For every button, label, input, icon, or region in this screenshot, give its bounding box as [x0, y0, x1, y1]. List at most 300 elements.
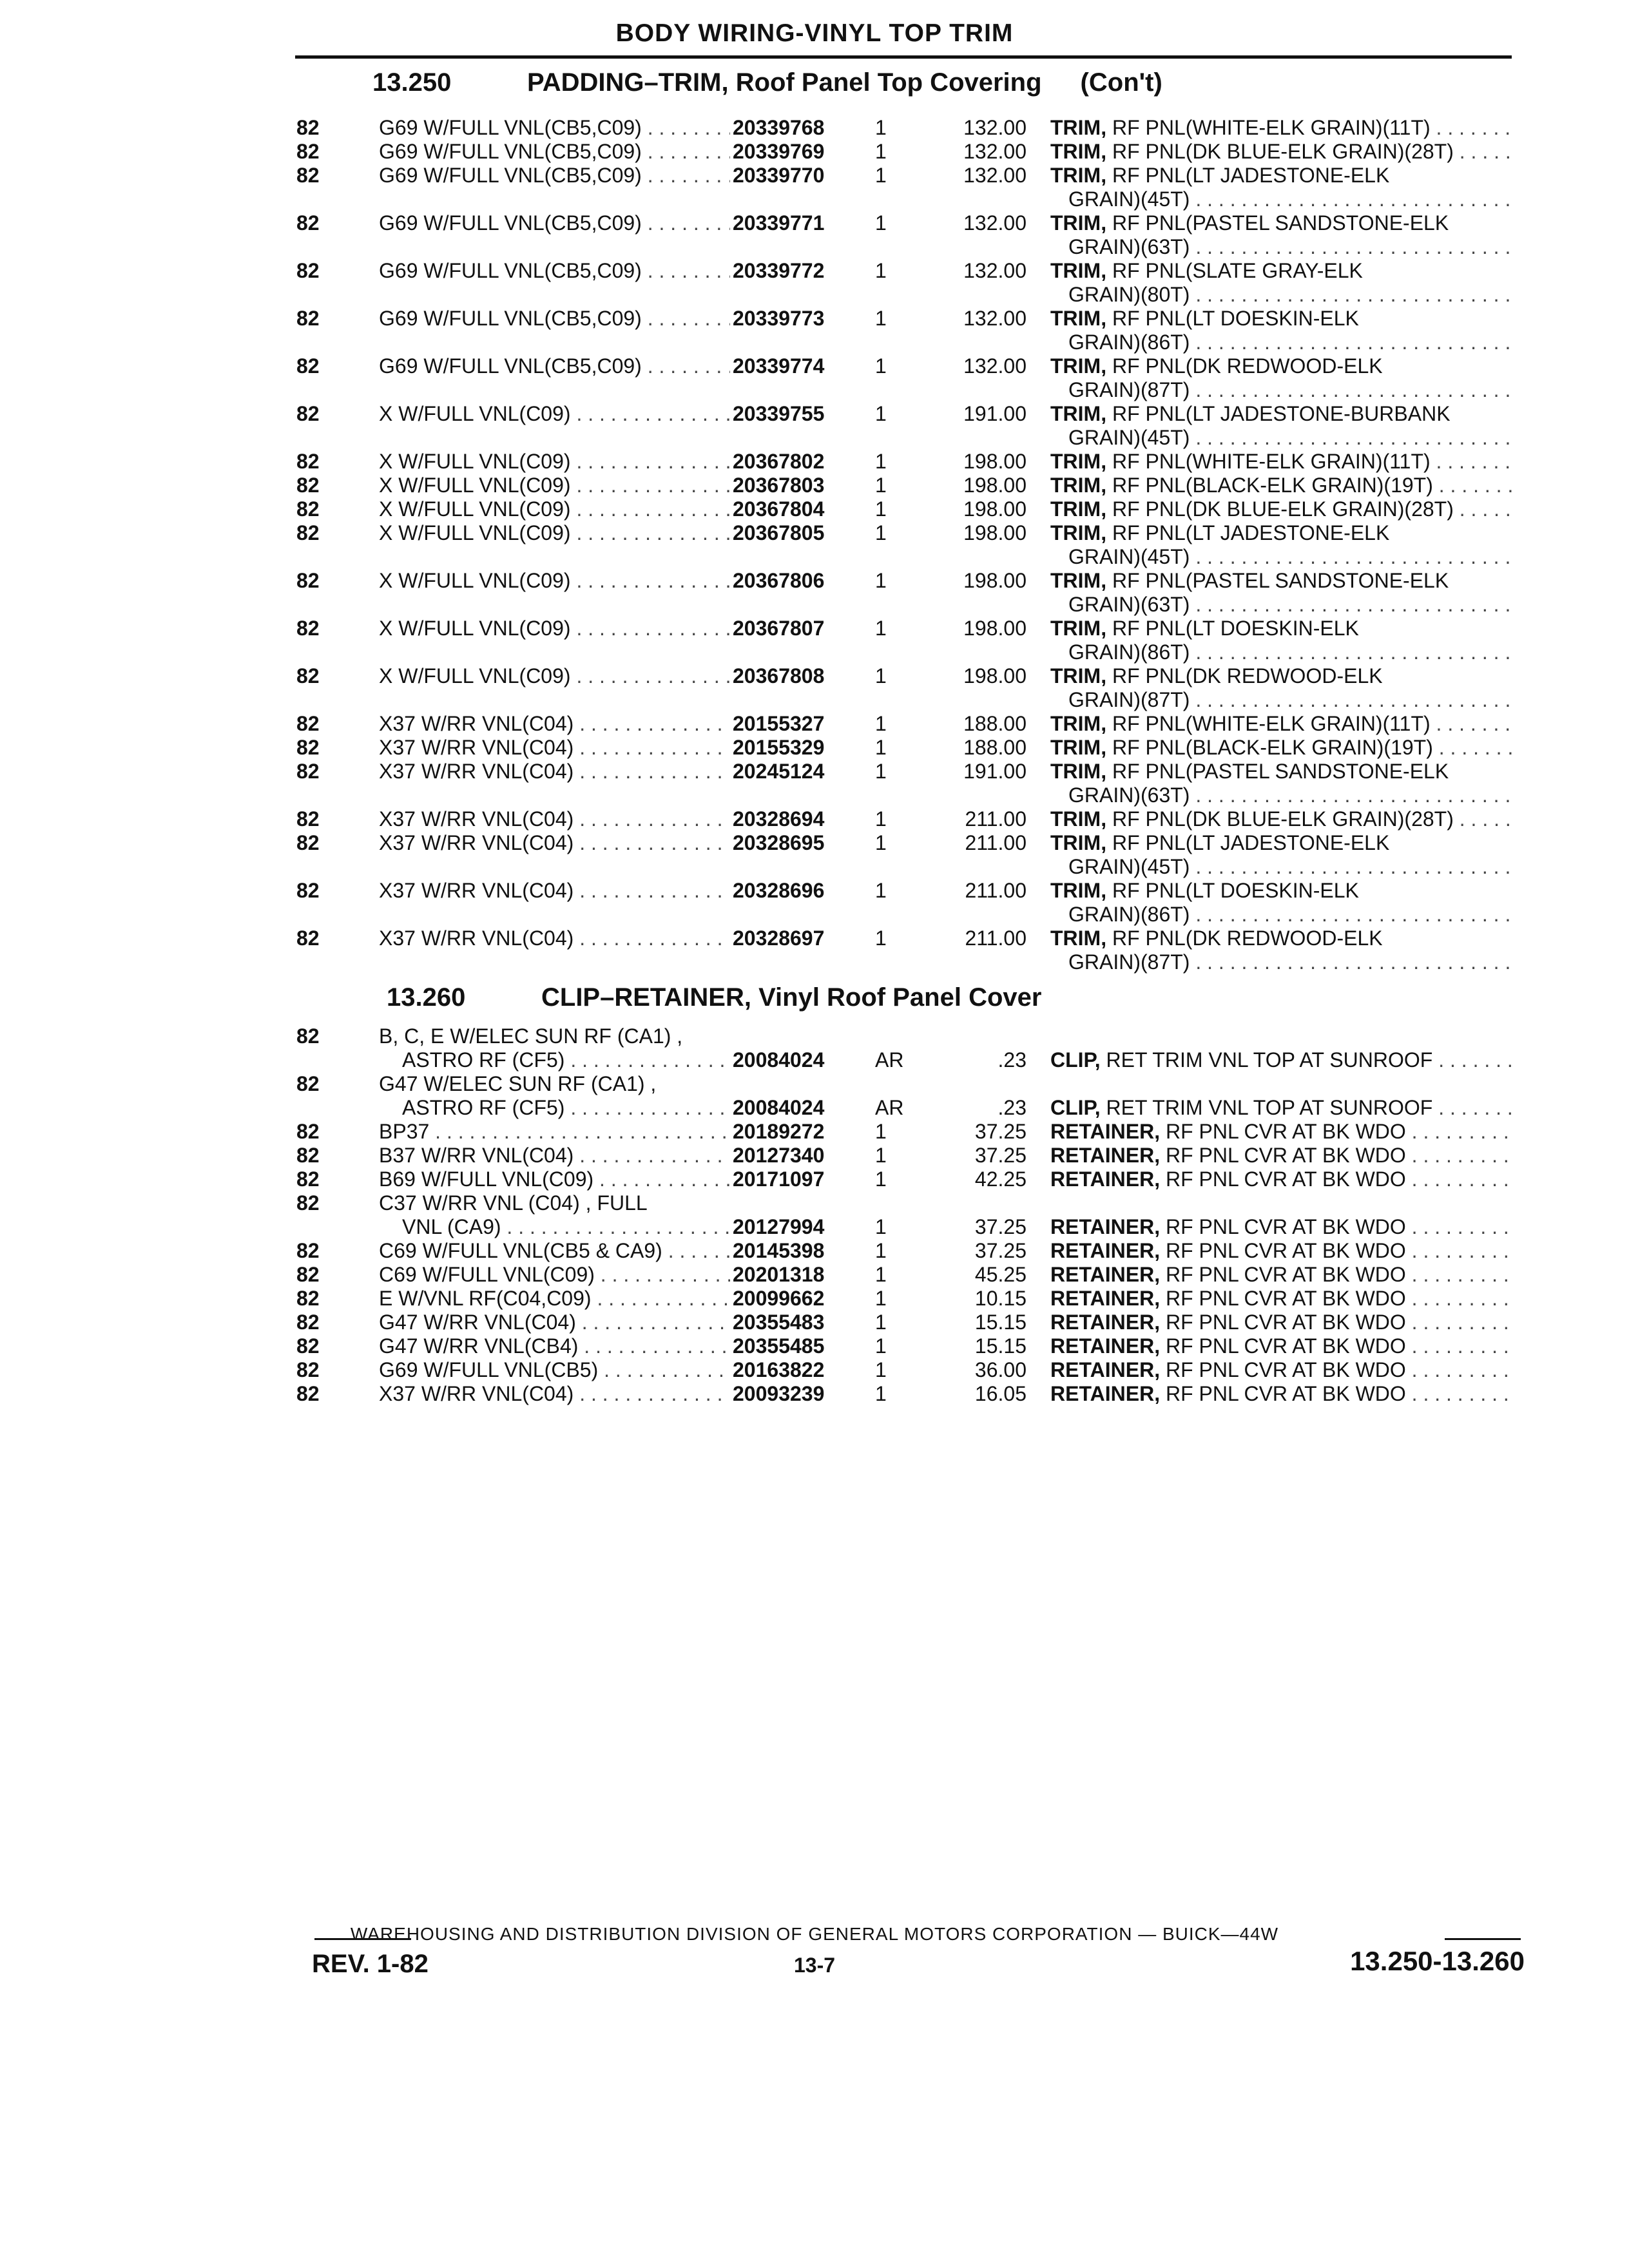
part-number: 20328697 [733, 927, 825, 950]
model-year: 82 [296, 1168, 320, 1191]
model-year: 82 [296, 664, 320, 687]
description [1050, 712, 1514, 736]
quantity: 1 [875, 1334, 887, 1358]
application: VNL (CA9) . . . [402, 1215, 729, 1239]
description-noun: TRIM, [1050, 712, 1107, 735]
model-year: 82 [296, 927, 320, 950]
description [1050, 1120, 1514, 1144]
description-noun: RETAINER, [1050, 1358, 1161, 1381]
quantity: 1 [875, 1239, 887, 1262]
model-year: 82 [296, 736, 320, 759]
part-number: 20367802 [733, 450, 825, 473]
description-noun: TRIM, [1050, 474, 1107, 497]
description-text: RF PNL(LT JADESTONE-ELK [1112, 831, 1390, 854]
part-number: 20367803 [733, 474, 825, 497]
price: 37.25 [974, 1120, 1027, 1143]
description [1050, 1311, 1514, 1334]
description [1050, 1287, 1514, 1311]
application: BP37 . . . [379, 1120, 730, 1144]
description-text: RF PNL(WHITE-ELK GRAIN)(11T) [1112, 712, 1431, 735]
description-noun: RETAINER, [1050, 1334, 1161, 1358]
model-year: 82 [296, 1334, 320, 1358]
section-continued: (Con't) [1080, 68, 1162, 97]
price: 15.15 [974, 1334, 1027, 1358]
description-text: RF PNL(BLACK-ELK GRAIN)(19T) [1112, 736, 1433, 759]
quantity: 1 [875, 831, 887, 854]
page-number: 13-7 [793, 1954, 836, 1977]
description-text: RF PNL CVR AT BK WDO [1165, 1382, 1406, 1405]
application: ASTRO RF (CF5) . . . [402, 1096, 729, 1120]
price: 16.05 [974, 1382, 1027, 1405]
model-year: 82 [296, 402, 320, 425]
description-noun: TRIM, [1050, 497, 1107, 521]
description-text: RF PNL(LT JADESTONE-ELK [1112, 164, 1390, 187]
application: X37 W/RR VNL(C04) . . . [379, 831, 730, 855]
price: 37.25 [974, 1239, 1027, 1262]
application: G69 W/FULL VNL(CB5,C09) . . . [379, 164, 730, 187]
application: X37 W/RR VNL(C04) . . . [379, 927, 730, 950]
application: X37 W/RR VNL(C04) . . . [379, 1382, 730, 1406]
part-number: 20171097 [733, 1168, 825, 1191]
description-noun: TRIM, [1050, 116, 1107, 139]
description-text: RF PNL(WHITE-ELK GRAIN)(11T) [1112, 450, 1431, 473]
model-year: 82 [296, 259, 320, 282]
price: 211.00 [965, 807, 1027, 831]
description [1050, 879, 1514, 903]
part-number: 20355483 [733, 1311, 825, 1334]
model-year: 82 [296, 164, 320, 187]
description-noun: RETAINER, [1050, 1120, 1161, 1143]
description-noun: RETAINER, [1050, 1263, 1161, 1286]
model-year: 82 [296, 569, 320, 592]
description-text: RF PNL CVR AT BK WDO [1165, 1168, 1406, 1191]
description-continued: GRAIN)(63T) . . . [1068, 783, 1514, 807]
quantity: 1 [875, 450, 887, 473]
description-continued: GRAIN)(45T) . . . [1068, 545, 1514, 569]
application: X37 W/RR VNL(C04) . . . [379, 879, 730, 903]
part-number: 20155329 [733, 736, 825, 759]
price: 36.00 [974, 1358, 1027, 1381]
description [1050, 521, 1514, 545]
price: 37.25 [974, 1144, 1027, 1167]
description-text: RF PNL(DK BLUE-ELK GRAIN)(28T) [1112, 497, 1454, 521]
price: 132.00 [963, 354, 1027, 378]
application: G47 W/RR VNL(CB4) . . . [379, 1334, 730, 1358]
price: 198.00 [963, 617, 1027, 640]
description-text: RF PNL CVR AT BK WDO [1165, 1358, 1406, 1381]
description-noun: TRIM, [1050, 736, 1107, 759]
price: 188.00 [963, 712, 1027, 735]
description-noun: RETAINER, [1050, 1311, 1161, 1334]
part-number: 20339771 [733, 211, 825, 235]
quantity: 1 [875, 1215, 887, 1238]
price: 132.00 [963, 211, 1027, 235]
price: 198.00 [963, 450, 1027, 473]
description [1050, 164, 1514, 187]
description-continued: GRAIN)(63T) . . . [1068, 593, 1514, 617]
quantity: 1 [875, 736, 887, 759]
model-year: 82 [296, 879, 320, 902]
model-year: 82 [296, 1358, 320, 1381]
application: B69 W/FULL VNL(C09) . . . [379, 1168, 730, 1191]
quantity: AR [875, 1096, 904, 1119]
description-noun: TRIM, [1050, 617, 1107, 640]
model-year: 82 [296, 450, 320, 473]
description-continued: GRAIN)(86T) . . . [1068, 640, 1514, 664]
part-number: 20367807 [733, 617, 825, 640]
description [1050, 1215, 1514, 1239]
description-text: RET TRIM VNL TOP AT SUNROOF [1106, 1096, 1433, 1119]
section-heading [372, 68, 1162, 97]
model-year: 82 [296, 1239, 320, 1262]
application: X W/FULL VNL(C09) . . . [379, 497, 730, 521]
part-number: 20099662 [733, 1287, 825, 1310]
model-year: 82 [296, 1382, 320, 1405]
description-text: RF PNL(LT DOESKIN-ELK [1112, 879, 1359, 902]
description-noun: TRIM, [1050, 211, 1107, 235]
part-number: 20367805 [733, 521, 825, 544]
description [1050, 1334, 1514, 1358]
description [1050, 664, 1514, 688]
application: X37 W/RR VNL(C04) . . . [379, 736, 730, 760]
description [1050, 211, 1514, 235]
description-text: RET TRIM VNL TOP AT SUNROOF [1106, 1048, 1433, 1072]
quantity: 1 [875, 927, 887, 950]
description-continued: GRAIN)(45T) . . . [1068, 426, 1514, 450]
application: X W/FULL VNL(C09) . . . [379, 664, 730, 688]
description [1050, 617, 1514, 640]
description [1050, 474, 1514, 497]
description-noun: TRIM, [1050, 664, 1107, 687]
part-number: 20339770 [733, 164, 825, 187]
quantity: 1 [875, 307, 887, 330]
section-heading [387, 983, 1041, 1012]
part-number: 20339774 [733, 354, 825, 378]
part-number: 20367806 [733, 569, 825, 592]
application-line: B, C, E W/ELEC SUN RF (CA1) , [379, 1024, 683, 1048]
description-continued: GRAIN)(87T) . . . [1068, 688, 1514, 712]
model-year: 82 [296, 474, 320, 497]
description [1050, 807, 1514, 831]
description-noun: TRIM, [1050, 521, 1107, 544]
description-noun: TRIM, [1050, 927, 1107, 950]
part-number: 20084024 [733, 1048, 825, 1072]
description-noun: TRIM, [1050, 140, 1107, 163]
model-year: 82 [296, 1072, 320, 1095]
description-noun: TRIM, [1050, 879, 1107, 902]
quantity: 1 [875, 164, 887, 187]
model-year: 82 [296, 760, 320, 783]
price: 37.25 [974, 1215, 1027, 1238]
application: ASTRO RF (CF5) . . . [402, 1048, 729, 1072]
footer-division: WAREHOUSING AND DISTRIBUTION DIVISION OF GENERAL MOTORS CORPORATION — BUICK—44W [350, 1924, 1279, 1944]
quantity: 1 [875, 807, 887, 831]
description-text: RF PNL(WHITE-ELK GRAIN)(11T) [1112, 116, 1431, 139]
description-noun: TRIM, [1050, 807, 1107, 831]
description-continued: GRAIN)(63T) . . . [1068, 235, 1514, 259]
model-year: 82 [296, 617, 320, 640]
section-number: 13.260 [387, 983, 466, 1012]
quantity: 1 [875, 116, 887, 139]
description-noun: RETAINER, [1050, 1215, 1161, 1238]
application: X37 W/RR VNL(C04) . . . [379, 712, 730, 736]
price: 198.00 [963, 664, 1027, 687]
model-year: 82 [296, 1311, 320, 1334]
description-noun: TRIM, [1050, 259, 1107, 282]
quantity: 1 [875, 569, 887, 592]
description-noun: RETAINER, [1050, 1168, 1161, 1191]
description-text: RF PNL(DK BLUE-ELK GRAIN)(28T) [1112, 140, 1454, 163]
description [1050, 1382, 1514, 1406]
price: 42.25 [974, 1168, 1027, 1191]
part-number: 20339768 [733, 116, 825, 139]
part-number: 20201318 [733, 1263, 825, 1286]
price: 15.15 [974, 1311, 1027, 1334]
application: C69 W/FULL VNL(C09) . . . [379, 1263, 730, 1287]
quantity: 1 [875, 760, 887, 783]
application: G69 W/FULL VNL(CB5,C09) . . . [379, 259, 730, 283]
description-continued: GRAIN)(87T) . . . [1068, 378, 1514, 402]
part-number: 20328696 [733, 879, 825, 902]
part-number: 20367804 [733, 497, 825, 521]
description-text: RF PNL CVR AT BK WDO [1165, 1120, 1406, 1143]
quantity: 1 [875, 521, 887, 544]
description [1050, 354, 1514, 378]
description-text: RF PNL CVR AT BK WDO [1165, 1239, 1406, 1262]
description [1050, 402, 1514, 426]
part-number: 20355485 [733, 1334, 825, 1358]
quantity: 1 [875, 1287, 887, 1310]
description-continued: GRAIN)(45T) . . . [1068, 855, 1514, 879]
application: X W/FULL VNL(C09) . . . [379, 617, 730, 640]
description [1050, 116, 1514, 140]
description [1050, 736, 1514, 760]
application: G69 W/FULL VNL(CB5,C09) . . . [379, 354, 730, 378]
description-noun: RETAINER, [1050, 1144, 1161, 1167]
price: 211.00 [965, 879, 1027, 902]
model-year: 82 [296, 831, 320, 854]
application: X37 W/RR VNL(C04) . . . [379, 760, 730, 783]
title-rule [295, 55, 1512, 59]
model-year: 82 [296, 807, 320, 831]
part-number: 20328695 [733, 831, 825, 854]
quantity: 1 [875, 1358, 887, 1381]
model-year: 82 [296, 1120, 320, 1143]
description-noun: TRIM, [1050, 831, 1107, 854]
model-year: 82 [296, 140, 320, 163]
description [1050, 140, 1514, 164]
application: G69 W/FULL VNL(CB5) . . . [379, 1358, 730, 1382]
description [1050, 569, 1514, 593]
part-number: 20367808 [733, 664, 825, 687]
revision-label: REV. 1-82 [312, 1950, 429, 1978]
section-title: PADDING–TRIM, Roof Panel Top Covering [527, 68, 1042, 97]
price: 191.00 [963, 402, 1027, 425]
description-text: RF PNL(LT DOESKIN-ELK [1112, 617, 1359, 640]
price: 191.00 [963, 760, 1027, 783]
description-text: RF PNL(SLATE GRAY-ELK [1112, 259, 1363, 282]
quantity: 1 [875, 402, 887, 425]
model-year: 82 [296, 211, 320, 235]
application: C69 W/FULL VNL(CB5 & CA9) . . . [379, 1239, 730, 1263]
description-text: RF PNL CVR AT BK WDO [1165, 1144, 1406, 1167]
description-continued: GRAIN)(87T) . . . [1068, 950, 1514, 974]
application: G47 W/RR VNL(C04) . . . [379, 1311, 730, 1334]
price: 45.25 [974, 1263, 1027, 1286]
quantity: 1 [875, 1311, 887, 1334]
quantity: 1 [875, 664, 887, 687]
quantity: 1 [875, 1120, 887, 1143]
model-year: 82 [296, 497, 320, 521]
description-text: RF PNL(BLACK-ELK GRAIN)(19T) [1112, 474, 1433, 497]
description-text: RF PNL(LT JADESTONE-BURBANK [1112, 402, 1451, 425]
description-text: RF PNL CVR AT BK WDO [1165, 1215, 1406, 1238]
quantity: 1 [875, 879, 887, 902]
model-year: 82 [296, 116, 320, 139]
model-year: 82 [296, 1287, 320, 1310]
price: 132.00 [963, 116, 1027, 139]
description-continued: GRAIN)(86T) . . . [1068, 903, 1514, 927]
part-number: 20145398 [733, 1239, 825, 1262]
description-text: RF PNL(PASTEL SANDSTONE-ELK [1112, 211, 1449, 235]
description-text: RF PNL CVR AT BK WDO [1165, 1263, 1406, 1286]
description-noun: RETAINER, [1050, 1382, 1161, 1405]
application: B37 W/RR VNL(C04) . . . [379, 1144, 730, 1168]
quantity: 1 [875, 617, 887, 640]
application: X W/FULL VNL(C09) . . . [379, 474, 730, 497]
part-number: 20339773 [733, 307, 825, 330]
description-text: RF PNL(DK REDWOOD-ELK [1112, 664, 1383, 687]
price: 188.00 [963, 736, 1027, 759]
model-year: 82 [296, 354, 320, 378]
model-year: 82 [296, 1263, 320, 1286]
price: 132.00 [963, 259, 1027, 282]
description-noun: CLIP, [1050, 1096, 1101, 1119]
part-number: 20093239 [733, 1382, 825, 1405]
part-number: 20155327 [733, 712, 825, 735]
application: G69 W/FULL VNL(CB5,C09) . . . [379, 211, 730, 235]
description [1050, 927, 1514, 950]
page-title: BODY WIRING-VINYL TOP TRIM [615, 19, 1014, 47]
part-number: 20328694 [733, 807, 825, 831]
description-text: RF PNL(PASTEL SANDSTONE-ELK [1112, 760, 1449, 783]
description-text: RF PNL(DK REDWOOD-ELK [1112, 354, 1383, 378]
description [1050, 1263, 1514, 1287]
description-text: RF PNL CVR AT BK WDO [1165, 1311, 1406, 1334]
section-title: CLIP–RETAINER, Vinyl Roof Panel Cover [541, 983, 1042, 1012]
application: X37 W/RR VNL(C04) . . . [379, 807, 730, 831]
quantity: 1 [875, 1144, 887, 1167]
description-noun: RETAINER, [1050, 1239, 1161, 1262]
description [1050, 1239, 1514, 1263]
part-number: 20245124 [733, 760, 825, 783]
description [1050, 1358, 1514, 1382]
model-year: 82 [296, 1144, 320, 1167]
price: 198.00 [963, 497, 1027, 521]
price: 132.00 [963, 140, 1027, 163]
description-noun: TRIM, [1050, 760, 1107, 783]
quantity: 1 [875, 712, 887, 735]
part-number: 20163822 [733, 1358, 825, 1381]
quantity: 1 [875, 1263, 887, 1286]
description-text: RF PNL(DK REDWOOD-ELK [1112, 927, 1383, 950]
description-text: RF PNL(LT DOESKIN-ELK [1112, 307, 1359, 330]
price: 132.00 [963, 307, 1027, 330]
model-year: 82 [296, 712, 320, 735]
description-text: RF PNL(DK BLUE-ELK GRAIN)(28T) [1112, 807, 1454, 831]
model-year: 82 [296, 1191, 320, 1215]
description [1050, 259, 1514, 283]
part-number: 20189272 [733, 1120, 825, 1143]
application: X W/FULL VNL(C09) . . . [379, 402, 730, 426]
description-text: RF PNL CVR AT BK WDO [1165, 1287, 1406, 1310]
model-year: 82 [296, 1024, 320, 1048]
description-noun: RETAINER, [1050, 1287, 1161, 1310]
application-line: G47 W/ELEC SUN RF (CA1) , [379, 1072, 657, 1095]
quantity: 1 [875, 497, 887, 521]
description [1050, 760, 1514, 783]
price: 211.00 [965, 831, 1027, 854]
description-noun: TRIM, [1050, 569, 1107, 592]
description [1050, 1048, 1514, 1072]
quantity: 1 [875, 1382, 887, 1405]
section-number: 13.250 [372, 68, 452, 97]
description-continued: GRAIN)(80T) . . . [1068, 283, 1514, 307]
quantity: 1 [875, 474, 887, 497]
price: 198.00 [963, 521, 1027, 544]
part-number: 20127994 [733, 1215, 825, 1238]
price: 211.00 [965, 927, 1027, 950]
description-continued: GRAIN)(86T) . . . [1068, 331, 1514, 354]
quantity: AR [875, 1048, 904, 1072]
description [1050, 1168, 1514, 1191]
application: X W/FULL VNL(C09) . . . [379, 521, 730, 545]
application: G69 W/FULL VNL(CB5,C09) . . . [379, 116, 730, 140]
price: 10.15 [974, 1287, 1027, 1310]
description [1050, 497, 1514, 521]
application: G69 W/FULL VNL(CB5,C09) . . . [379, 140, 730, 164]
description-noun: TRIM, [1050, 450, 1107, 473]
description [1050, 1144, 1514, 1168]
application: G69 W/FULL VNL(CB5,C09) . . . [379, 307, 730, 331]
description-noun: TRIM, [1050, 354, 1107, 378]
description-noun: TRIM, [1050, 164, 1107, 187]
application: X W/FULL VNL(C09) . . . [379, 569, 730, 593]
description-text: RF PNL(PASTEL SANDSTONE-ELK [1112, 569, 1449, 592]
description-noun: TRIM, [1050, 402, 1107, 425]
quantity: 1 [875, 259, 887, 282]
quantity: 1 [875, 1168, 887, 1191]
model-year: 82 [296, 521, 320, 544]
description-text: RF PNL(LT JADESTONE-ELK [1112, 521, 1390, 544]
description [1050, 450, 1514, 474]
application: X W/FULL VNL(C09) . . . [379, 450, 730, 474]
part-number: 20084024 [733, 1096, 825, 1119]
description-noun: CLIP, [1050, 1048, 1101, 1072]
quantity: 1 [875, 211, 887, 235]
application-line: C37 W/RR VNL (C04) , FULL [379, 1191, 648, 1215]
description-text: RF PNL CVR AT BK WDO [1165, 1334, 1406, 1358]
part-number: 20127340 [733, 1144, 825, 1167]
part-number: 20339769 [733, 140, 825, 163]
quantity: 1 [875, 140, 887, 163]
price: .23 [998, 1096, 1027, 1119]
section-range: 13.250-13.260 [1350, 1946, 1525, 1976]
description-noun: TRIM, [1050, 307, 1107, 330]
price: 198.00 [963, 569, 1027, 592]
description-continued: GRAIN)(45T) . . . [1068, 187, 1514, 211]
price: .23 [998, 1048, 1027, 1072]
